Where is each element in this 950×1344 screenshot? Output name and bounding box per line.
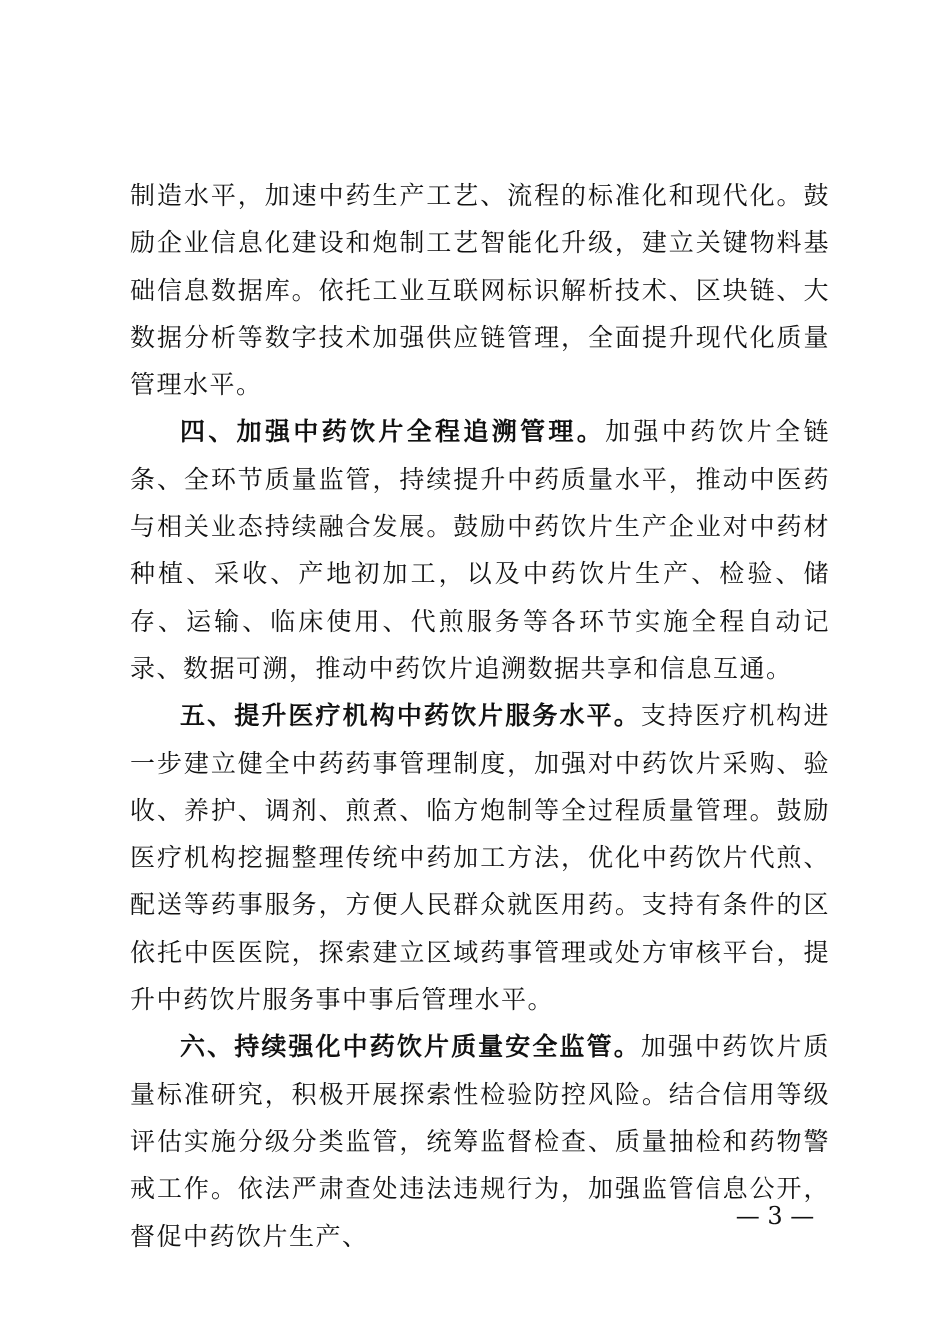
page-number: — 3 — (735, 1202, 815, 1230)
section-six-heading: 六、持续强化中药饮片质量安全监管。 (180, 1032, 641, 1062)
document-body (130, 172, 830, 1260)
section-five-paragraph (130, 692, 830, 1023)
paragraph-continuation (130, 172, 830, 408)
section-four-body: 加强中药饮片全链条、全环节质量监管，持续提升中药质量水平，推动中医药与相关业态持续融合发展。鼓励中药饮片生产企业对中药材种植、采收、产地初加工，以及中药饮片生产、检验、储存、运输、临床使用、代煎服务等各环节实施全程自动记录、数据可溯，推动中药饮片追溯数据共享和信息互通。 (130, 417, 830, 683)
section-five-heading: 五、提升医疗机构中药饮片服务水平。 (180, 701, 641, 731)
section-six-paragraph (130, 1023, 830, 1259)
section-five-body: 支持医疗机构进一步建立健全中药药事管理制度，加强对中药饮片采购、验收、养护、调剂、煎煮、临方炮制等全过程质量管理。鼓励医疗机构挖掘整理传统中药加工方法，优化中药饮片代煎、配送等药事服务，方便人民群众就医用药。支持有条件的区依托中医医院，探索建立区域药事管理或处方审核平台，提升中药饮片服务事中事后管理水平。 (130, 701, 830, 1015)
section-four-paragraph (130, 408, 830, 692)
paragraph-body: 制造水平，加速中药生产工艺、流程的标准化和现代化。鼓励企业信息化建设和炮制工艺智能化升级，建立关键物料基础信息数据库。依托工业互联网标识解析技术、区块链、大数据分析等数字技术加强供应链管理，全面提升现代化质量管理水平。 (130, 181, 830, 400)
section-six-body: 加强中药饮片质量标准研究，积极开展探索性检验防控风险。结合信用等级评估实施分级分类监管，统筹监督检查、质量抽检和药物警戒工作。依法严肃查处违法违规行为，加强监管信息公开，督促中药饮片生产、 (130, 1032, 830, 1251)
section-four-heading: 四、加强中药饮片全程追溯管理。 (180, 417, 606, 447)
